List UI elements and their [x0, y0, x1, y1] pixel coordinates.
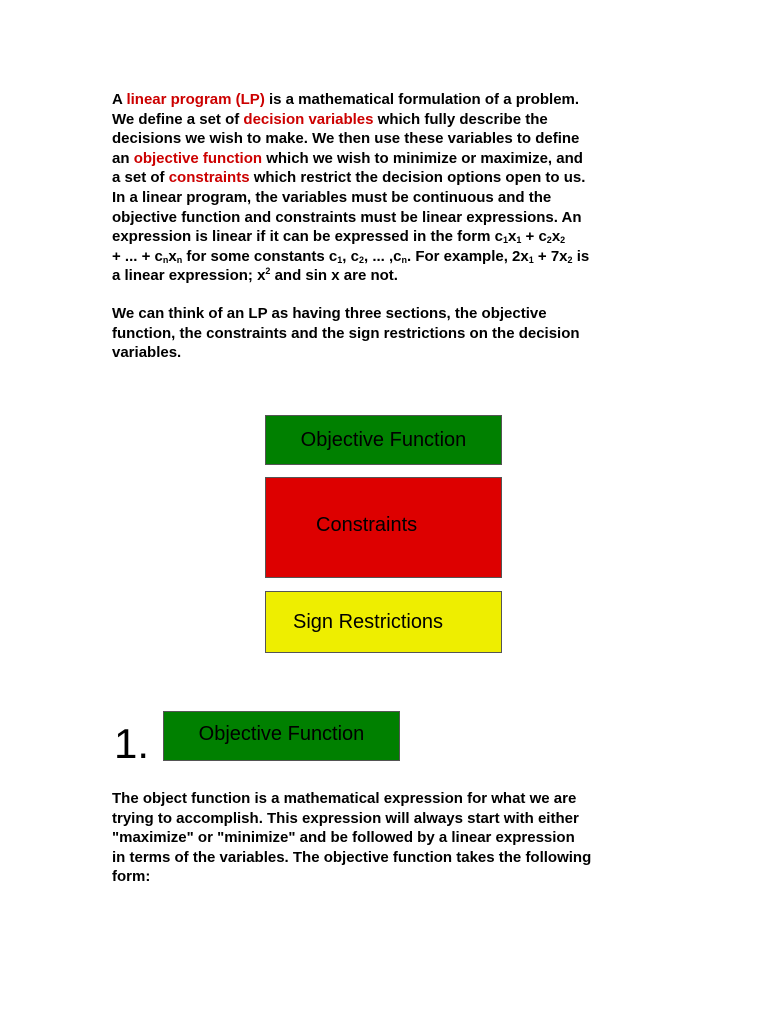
text: a set of: [112, 169, 169, 187]
section-heading-label: Objective Function: [198, 722, 365, 745]
text: , ... ,c: [363, 247, 402, 265]
subscript: 2: [546, 235, 552, 246]
intro-line: [112, 247, 672, 267]
text: x: [551, 228, 561, 246]
sign-restrictions-label: Sign Restrictions: [293, 610, 444, 633]
term-objective-function: objective function: [133, 149, 263, 167]
text: , c: [342, 247, 359, 265]
text: is a mathematical formulation of a problem.: [264, 91, 580, 108]
text: is: [572, 247, 590, 265]
subscript: 1: [337, 254, 343, 265]
term-constraints: constraints: [168, 169, 250, 187]
objective-function-label: Objective Function: [300, 428, 467, 451]
intro-line: In a linear program, the variables must be continuous and the: [112, 188, 552, 206]
text: + ... + c: [112, 247, 163, 265]
text: + 7x: [533, 247, 568, 265]
text: which restrict the decision options open to us.: [249, 169, 586, 187]
term-linear-program: linear program (LP): [126, 91, 265, 108]
text: a linear expression; x: [112, 267, 266, 285]
constraints-box: [265, 477, 502, 578]
text: expression is linear if it can be expressed in the form c: [112, 228, 503, 246]
text: + c: [521, 228, 547, 246]
subscript: 1: [528, 254, 534, 265]
objective-line: form:: [112, 868, 151, 886]
intro-line: [112, 110, 672, 130]
objective-line: The object function is a mathematical expression for what we are: [112, 790, 577, 807]
intro-paragraph: [112, 90, 672, 286]
subscript: 2: [560, 235, 566, 246]
section-number: 1.: [114, 720, 150, 767]
intro-line: [112, 227, 672, 247]
intro-line: decisions we wish to make. We then use these variables to define: [112, 130, 580, 148]
text: which we wish to minimize or maximize, and: [262, 149, 583, 167]
section-heading-box: [163, 711, 400, 761]
objective-function-box: [265, 415, 502, 465]
sections-line: function, the constraints and the sign restrictions on the decision: [112, 324, 580, 342]
text: which fully describe the: [373, 110, 548, 128]
superscript: 2: [265, 266, 271, 277]
sections-paragraph: [112, 304, 672, 363]
subscript: 1: [502, 235, 508, 246]
objective-line: "maximize" or "minimize" and be followed by a linear expression: [112, 829, 575, 847]
text: A: [112, 91, 127, 108]
text: for some constants c: [182, 247, 338, 265]
subscript: n: [401, 254, 407, 265]
intro-line: [112, 90, 672, 110]
objective-line: trying to accomplish. This expression will always start with either: [112, 809, 579, 827]
text: . For example, 2x: [407, 247, 529, 265]
text: x: [168, 247, 177, 265]
objective-line: in terms of the variables. The objective function takes the following: [112, 848, 592, 866]
subscript: n: [176, 254, 183, 265]
intro-line: [112, 266, 672, 286]
text: We define a set of: [112, 110, 244, 128]
intro-line: [112, 149, 672, 169]
subscript: n: [162, 254, 169, 265]
subscript: 1: [516, 235, 522, 246]
sections-line: We can think of an LP as having three sections, the objective: [112, 305, 547, 322]
sections-line: variables.: [112, 344, 182, 362]
term-decision-variables: decision variables: [243, 110, 374, 128]
subscript: 2: [567, 254, 573, 265]
sign-restrictions-box: [265, 591, 502, 653]
text: an: [112, 149, 134, 167]
intro-line: [112, 168, 672, 188]
constraints-label: Constraints: [316, 514, 418, 536]
text: and sin x are not.: [270, 267, 398, 285]
intro-line: objective function and constraints must be linear expressions. An: [112, 208, 582, 226]
subscript: 2: [358, 254, 364, 265]
objective-paragraph: [112, 789, 682, 887]
text: x: [508, 228, 517, 246]
